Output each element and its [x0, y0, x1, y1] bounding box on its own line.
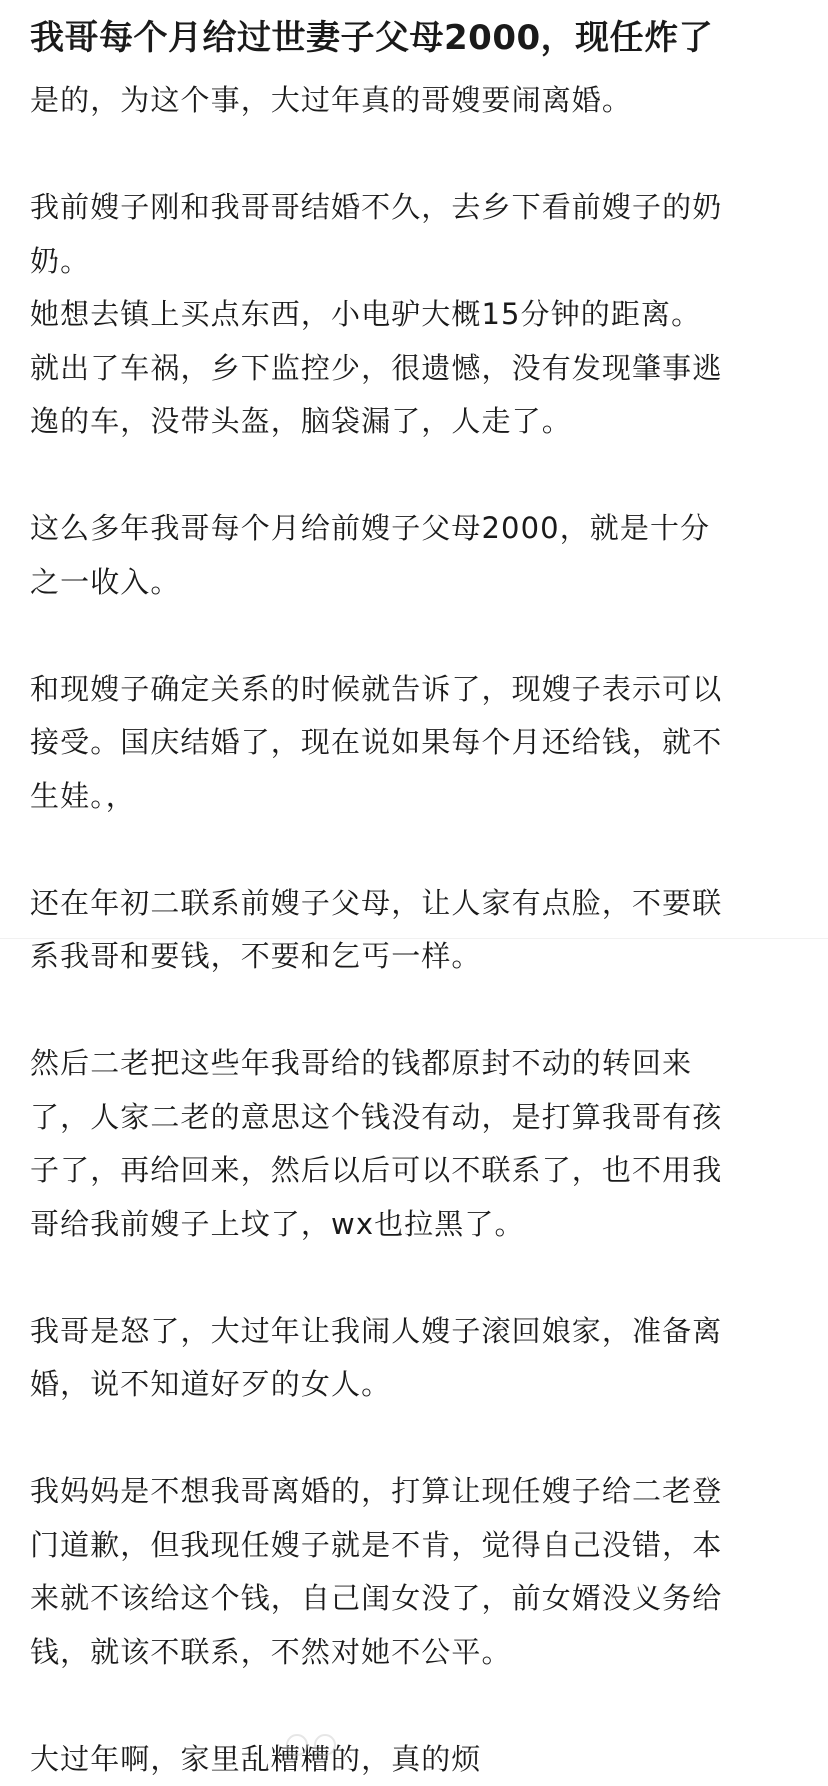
- paragraph: [30, 74, 794, 128]
- paragraph: [30, 502, 794, 609]
- paragraph: [30, 877, 794, 984]
- watermark-logo-icon: [286, 1734, 308, 1756]
- paragraph-line: 钱，就该不联系，不然对她不公平。: [30, 1626, 794, 1680]
- divider: [0, 938, 828, 939]
- paragraph: [30, 1733, 794, 1786]
- paragraph-line: 接受。国庆结婚了，现在说如果每个月还给钱，就不: [30, 716, 794, 770]
- paragraph-line: 我妈妈是不想我哥离婚的，打算让现任嫂子给二老登: [30, 1465, 794, 1519]
- paragraph-line: 哥给我前嫂子上坟了，wx也拉黑了。: [30, 1198, 794, 1252]
- paragraph-line: 系我哥和要钱，不要和乞丐一样。: [30, 930, 794, 984]
- paragraph-line: 大过年啊，家里乱糟糟的，真的烦: [30, 1733, 794, 1786]
- paragraph-line: 和现嫂子确定关系的时候就告诉了，现嫂子表示可以: [30, 663, 794, 717]
- paragraph-line: 我哥是怒了，大过年让我闹人嫂子滚回娘家，准备离: [30, 1305, 794, 1359]
- paragraph-line: 来就不该给这个钱，自己闺女没了，前女婿没义务给: [30, 1572, 794, 1626]
- paragraph-line: 了，人家二老的意思这个钱没有动，是打算我哥有孩: [30, 1091, 794, 1145]
- paragraph: [30, 1305, 794, 1412]
- paragraph: [30, 181, 794, 449]
- paragraph-line: 还在年初二联系前嫂子父母，让人家有点脸，不要联: [30, 877, 794, 931]
- paragraph-line: 我前嫂子刚和我哥哥结婚不久，去乡下看前嫂子的奶: [30, 181, 794, 235]
- post-body: [30, 74, 794, 1786]
- paragraph-line: 子了，再给回来，然后以后可以不联系了，也不用我: [30, 1144, 794, 1198]
- paragraph-line: 门道歉，但我现任嫂子就是不肯，觉得自己没错，本: [30, 1519, 794, 1573]
- watermark-logo-icon: [314, 1734, 336, 1756]
- paragraph-line: 婚，说不知道好歹的女人。: [30, 1358, 794, 1412]
- watermark: [286, 1730, 336, 1760]
- paragraph-line: 逸的车，没带头盔，脑袋漏了，人走了。: [30, 395, 794, 449]
- paragraph: [30, 663, 794, 824]
- paragraph-line: 然后二老把这些年我哥给的钱都原封不动的转回来: [30, 1037, 794, 1091]
- paragraph-line: 这么多年我哥每个月给前嫂子父母2000，就是十分: [30, 502, 794, 556]
- paragraph-line: 之一收入。: [30, 556, 794, 610]
- paragraph: [30, 1465, 794, 1679]
- post-title: 我哥每个月给过世妻子父母2000，现任炸了: [30, 14, 794, 62]
- paragraph-line: 生娃。，: [30, 770, 794, 824]
- paragraph-line: 她想去镇上买点东西，小电驴大概15分钟的距离。: [30, 288, 794, 342]
- paragraph: [30, 1037, 794, 1251]
- paragraph-line: 奶。: [30, 235, 794, 289]
- paragraph-line: 就出了车祸，乡下监控少，很遗憾，没有发现肇事逃: [30, 342, 794, 396]
- paragraph-line: 是的，为这个事，大过年真的哥嫂要闹离婚。: [30, 74, 794, 128]
